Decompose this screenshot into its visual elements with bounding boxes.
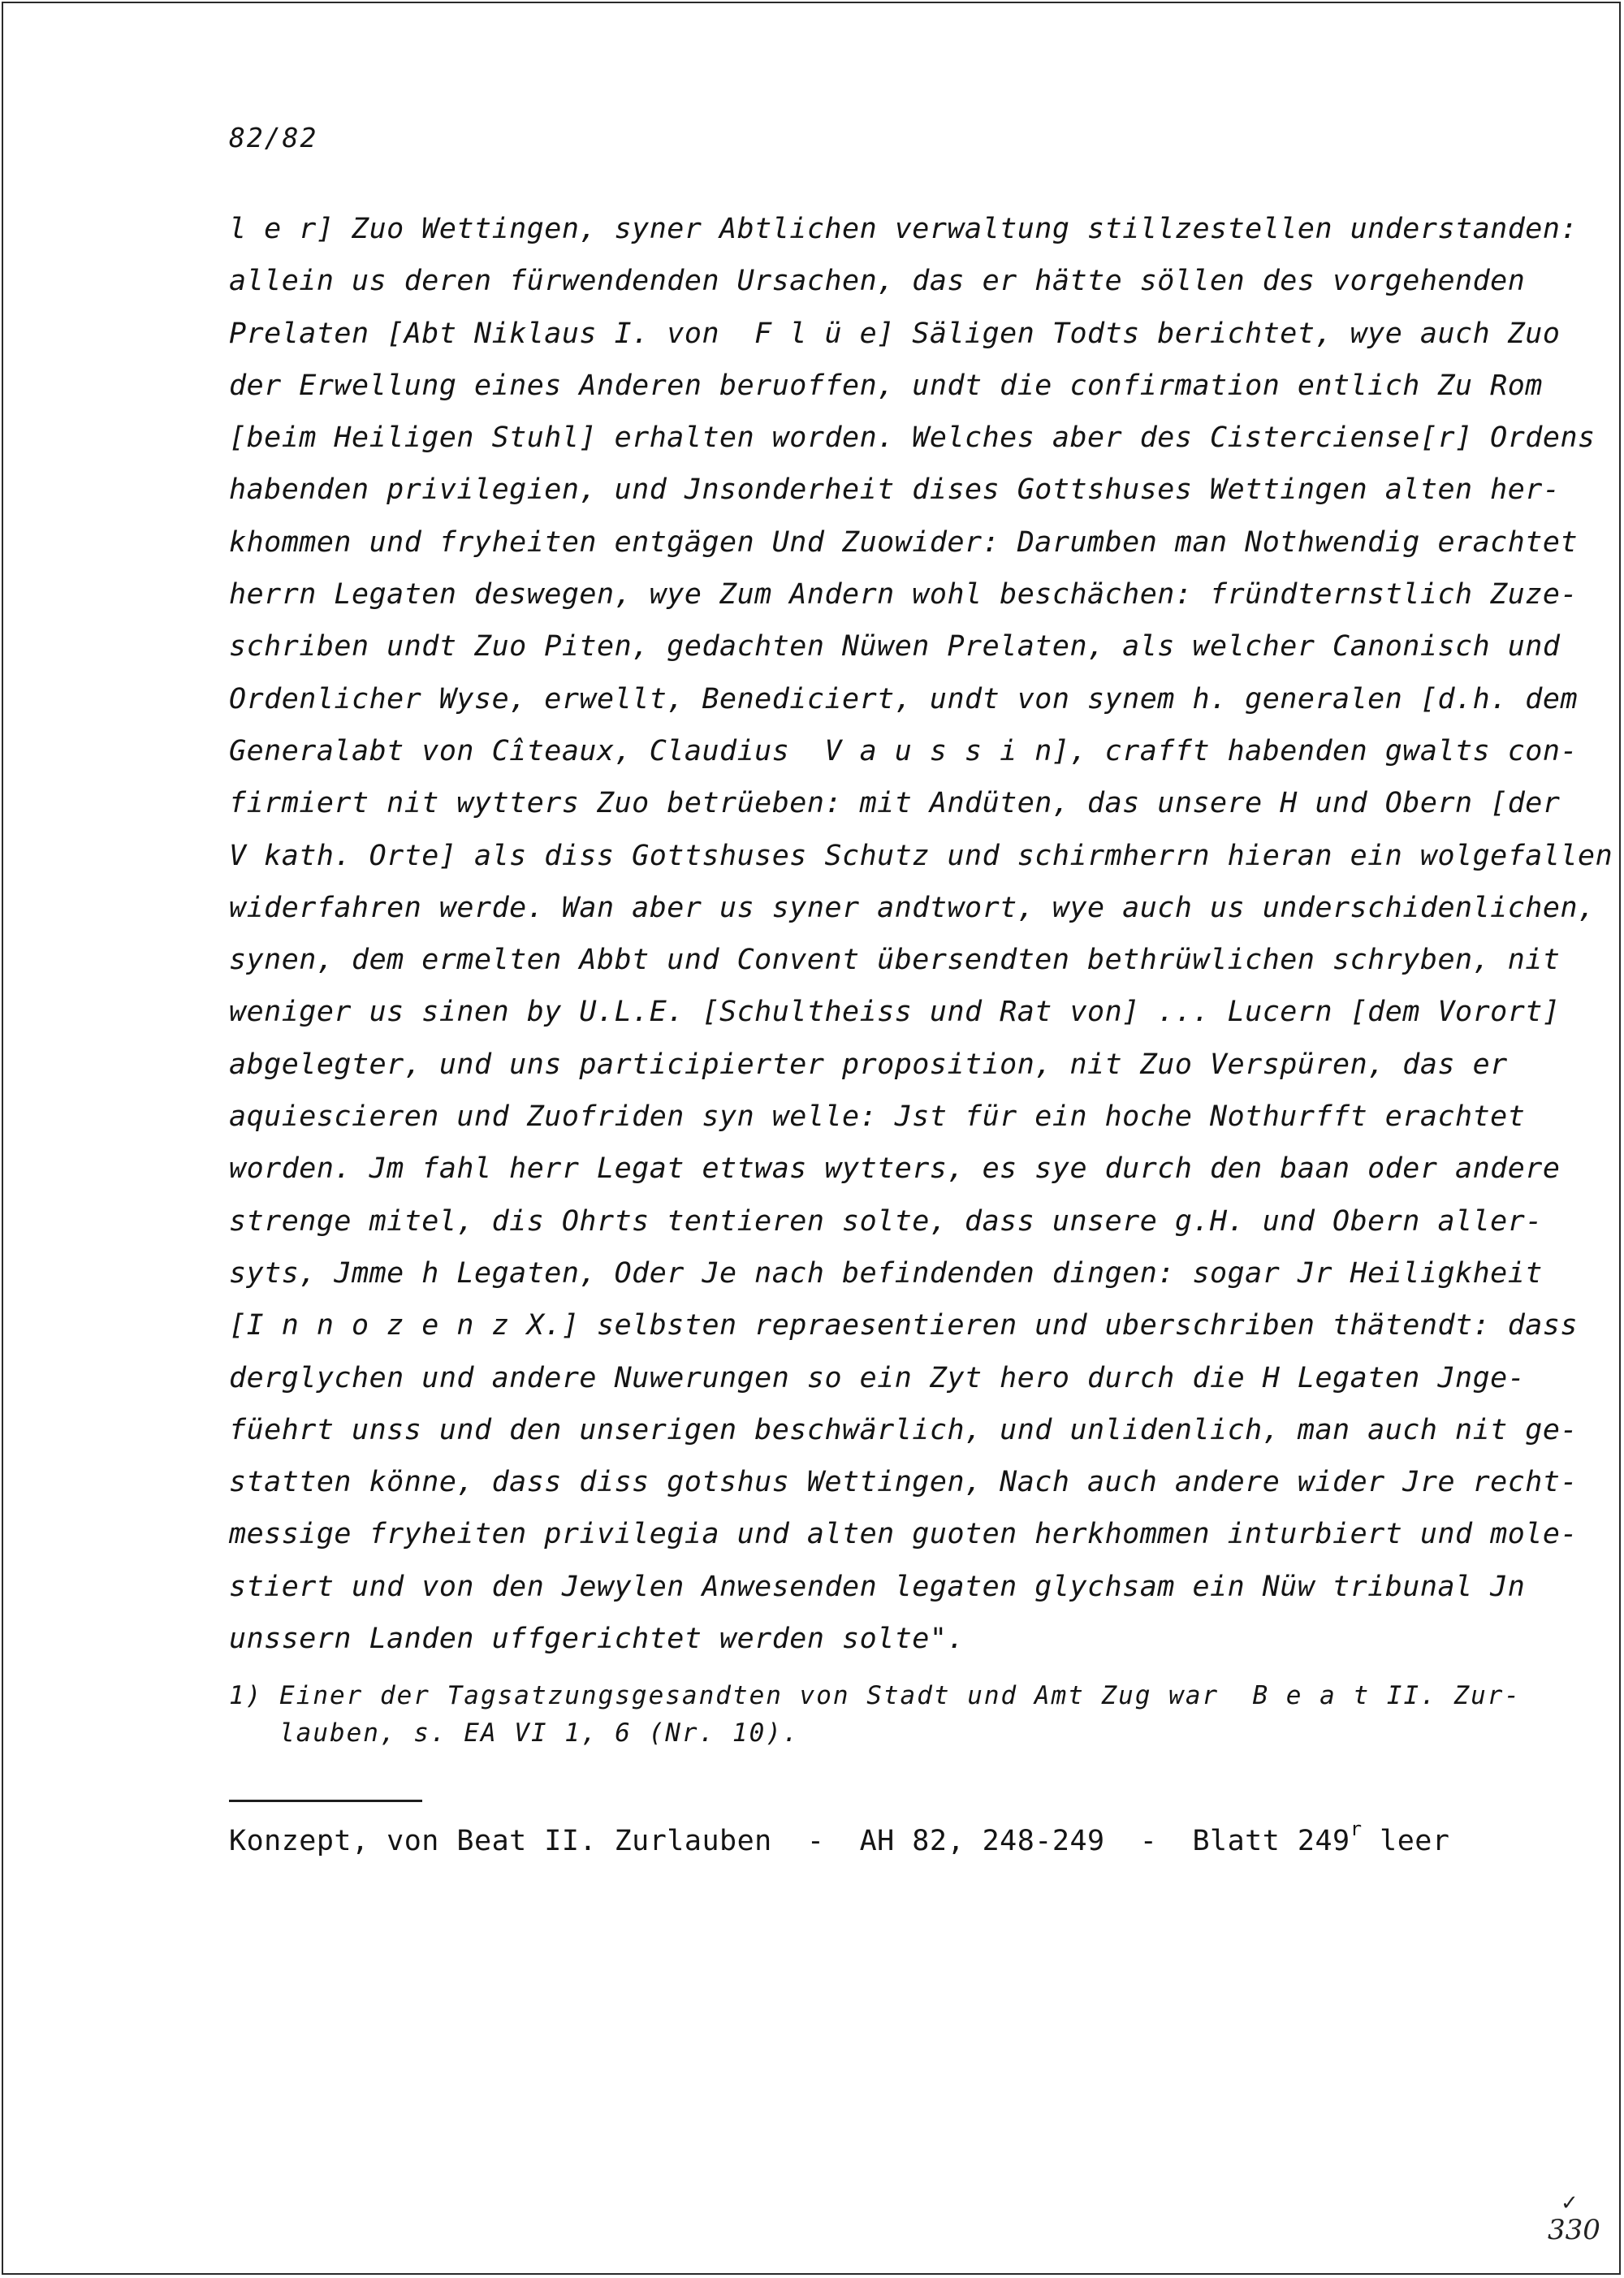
text-line: abgelegter, und uns participierter proposition, nit Zuo Verspüren, das er (229, 1048, 1508, 1081)
text-line: synen, dem ermelten Abbt und Convent übersendten bethrüwlichen schryben, nit (229, 944, 1561, 977)
archive-number: 330 (1548, 2214, 1600, 2246)
footnote-line: 1) Einer der Tagsatzungsgesandten von Stadt und Amt Zug war B e a t II. Zur- (229, 1681, 1522, 1710)
text-line: stiert und von den Jewylen Anwesenden legaten glychsam ein Nüw tribunal Jn (229, 1570, 1526, 1603)
source-suffix: leer (1362, 1825, 1450, 1857)
text-line: herrn Legaten deswegen, wye Zum Andern wohl beschächen: fründternstlich Zuze- (229, 578, 1579, 612)
text-line: allein us deren fürwendenden Ursachen, das er hätte söllen des vorgehenden (229, 265, 1526, 298)
page-number: 82/82 (229, 122, 318, 153)
source-text: Konzept, von Beat II. Zurlauben - AH 82, 248-249 - Blatt 249 (229, 1825, 1350, 1857)
text-line: widerfahren werde. Wan aber us syner andtwort, wye auch us underschidenlichen, (229, 891, 1596, 924)
source-superscript: r (1350, 1818, 1363, 1840)
text-line: aquiescieren und Zuofriden syn welle: Jst für ein hoche Nothurfft erachtet (229, 1100, 1526, 1134)
footnote (229, 1677, 1528, 1752)
check-mark-icon: ✓ (1561, 2191, 1579, 2215)
text-line: der Erwellung eines Anderen beruoffen, undt die confirmation entlich Zu Rom (229, 369, 1543, 402)
text-line: strenge mitel, dis Ohrts tentieren solte, dass unsere g.H. und Obern aller- (229, 1204, 1543, 1238)
text-line: [beim Heiligen Stuhl] erhalten worden. Welches aber des Cisterciense[r] Ordens (229, 421, 1596, 455)
text-line: messige fryheiten privilegia und alten guoten herkhommen inturbiert und mole- (229, 1518, 1579, 1551)
text-line: weniger us sinen by U.L.E. [Schultheiss und Rat von] ... Lucern [dem Vorort] (229, 996, 1561, 1029)
text-line: unssern Landen uffgerichtet werden solte". (229, 1623, 965, 1656)
text-line: firmiert nit wytters Zuo betrüeben: mit Andüten, das unsere H und Obern [der (229, 787, 1561, 820)
text-line: statten könne, dass diss gotshus Wettingen, Nach auch andere wider Jre recht- (229, 1466, 1579, 1499)
text-line: [I n n o z e n z X.] selbsten repraesentieren und uberschriben thätendt: dass (229, 1309, 1579, 1342)
text-line: Generalabt von Cîteaux, Claudius V a u s s i n], crafft habenden gwalts con- (229, 734, 1579, 767)
text-line: habenden privilegien, und Jnsonderheit dises Gottshuses Wettingen alten her- (229, 473, 1561, 507)
text-line: Prelaten [Abt Niklaus I. von F l ü e] Säligen Todts berichtet, wye auch Zuo (229, 317, 1561, 350)
text-line: schriben undt Zuo Piten, gedachten Nüwen Prelaten, als welcher Canonisch und (229, 630, 1561, 664)
body-text (229, 203, 1613, 1665)
text-line: füehrt unss und den unserigen beschwärlich, und unlidenlich, man auch nit ge- (229, 1413, 1579, 1446)
text-line: l e r] Zuo Wettingen, syner Abtlichen verwaltung stillzestellen understanden: (229, 213, 1579, 245)
text-line: khommen und fryheiten entgägen Und Zuowider: Darumben man Nothwendig erachtet (229, 525, 1579, 559)
text-line: derglychen und andere Nuwerungen so ein Zyt hero durch die H Legaten Jnge- (229, 1361, 1526, 1394)
text-line: worden. Jm fahl herr Legat ettwas wytters, es sye durch den baan oder andere (229, 1152, 1561, 1186)
divider-rule (229, 1800, 422, 1802)
text-line: V kath. Orte] als diss Gottshuses Schutz und schirmherrn hieran ein wolgefallen (229, 839, 1613, 872)
text-line: syts, Jmme h Legaten, Oder Je nach befindenden dingen: sogar Jr Heiligkheit (229, 1256, 1543, 1290)
footnote-line: lauben, s. EA VI 1, 6 (Nr. 10). (229, 1718, 800, 1748)
text-line: Ordenlicher Wyse, erwellt, Benediciert, undt von synem h. generalen [d.h. dem (229, 682, 1579, 715)
source-line (229, 1818, 1449, 1857)
